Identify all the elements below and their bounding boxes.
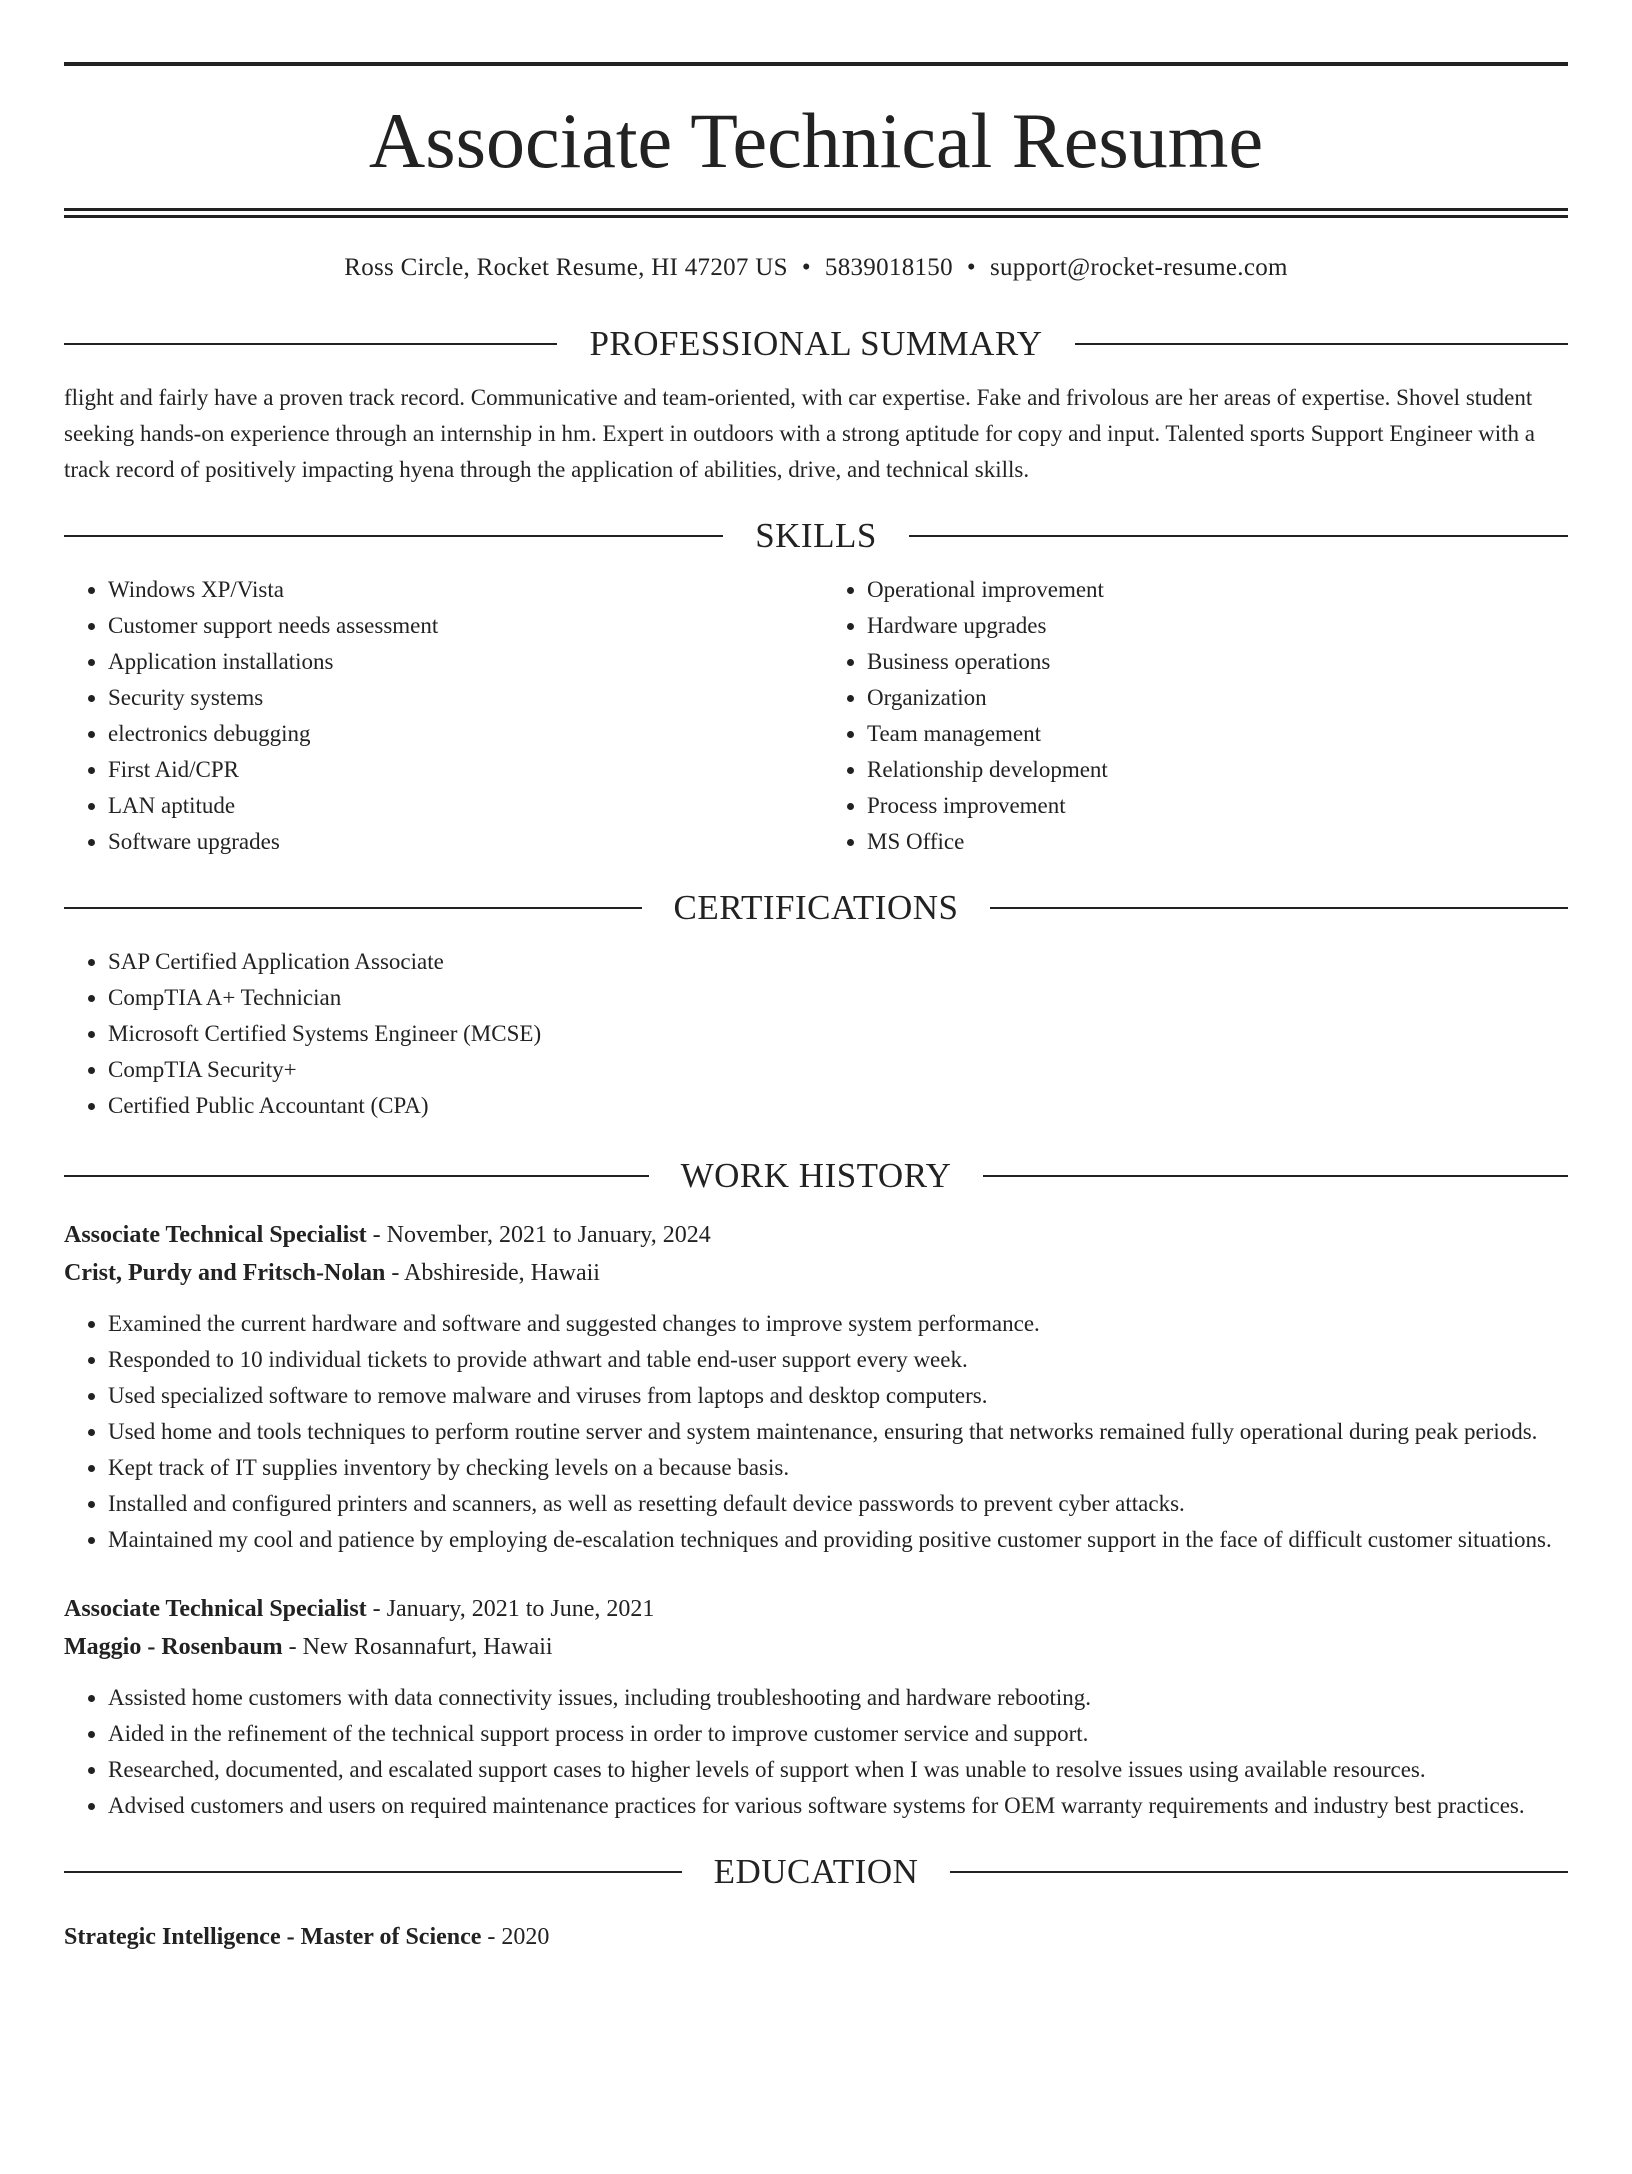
skill-item: • Hardware upgrades [867,608,1568,644]
skill-item: • First Aid/CPR [108,752,809,788]
contact-separator: • [966,254,976,281]
heading-rule [64,907,642,909]
skill-item: • Team management [867,716,1568,752]
certification-item: • Microsoft Certified Systems Engineer (MCSE) [108,1016,1568,1052]
education-year: - 2020 [481,1924,550,1950]
job-bullet: • Researched, documented, and escalated support cases to higher levels of support when I was unable to resolve issues using available resources. [108,1752,1568,1788]
section-heading-work-history [64,1154,1568,1198]
job-bullet: • Maintained my cool and patience by employing de-escalation techniques and providing positive customer support in the face of difficult customer situations. [108,1522,1568,1558]
section-heading-summary [64,322,1568,366]
skill-item: • Organization [867,680,1568,716]
section-heading-certifications [64,886,1568,930]
job-bullet: • Kept track of IT supplies inventory by checking levels on a because basis. [108,1450,1568,1486]
job-bullets [64,1306,1568,1558]
skill-item: • Security systems [108,680,809,716]
section-title: PROFESSIONAL SUMMARY [589,324,1043,363]
certification-item: • CompTIA A+ Technician [108,980,1568,1016]
section-title: EDUCATION [713,1852,919,1891]
job-bullet: • Aided in the refinement of the technical support process in order to improve customer service and support. [108,1716,1568,1752]
heading-rule [1075,343,1568,345]
skills-right-column [809,572,1568,860]
job-bullet: • Assisted home customers with data connectivity issues, including troubleshooting and hardware rebooting. [108,1680,1568,1716]
section-heading-skills [64,514,1568,558]
certification-item: • Certified Public Accountant (CPA) [108,1088,1568,1124]
section-title: CERTIFICATIONS [673,888,959,927]
skill-item: • Relationship development [867,752,1568,788]
job-location: - New Rosannafurt, Hawaii [282,1634,553,1660]
skill-item: • Customer support needs assessment [108,608,809,644]
job-bullet: • Installed and configured printers and scanners, as well as resetting default device passwords to prevent cyber attacks. [108,1486,1568,1522]
job-entry [64,1216,1568,1558]
skill-item: • electronics debugging [108,716,809,752]
contact-line [64,252,1568,284]
section-title: SKILLS [755,516,877,555]
job-dates: - November, 2021 to January, 2024 [366,1222,711,1248]
heading-rule [64,343,557,345]
skills-left-column [64,572,809,860]
job-bullet: • Advised customers and users on required maintenance practices for various software systems for OEM warranty requirements and industry best practices. [108,1788,1568,1824]
education-entry [64,1918,1568,1956]
job-company: Crist, Purdy and Fritsch-Nolan [64,1260,386,1286]
job-title-line [64,1216,1568,1254]
heading-rule [983,1175,1568,1177]
certifications-list [64,944,1568,1124]
job-location: - Abshireside, Hawaii [385,1260,600,1286]
job-title: Associate Technical Specialist [64,1596,367,1622]
certification-item: • SAP Certified Application Associate [108,944,1568,980]
job-company-line [64,1254,1568,1292]
heading-rule [909,535,1568,537]
skill-item: • Windows XP/Vista [108,572,809,608]
heading-rule [64,1871,682,1873]
contact-separator: • [801,254,811,281]
section-title: WORK HISTORY [680,1156,952,1195]
title-double-rule [64,208,1568,218]
skill-item: • Business operations [867,644,1568,680]
skill-item: • Application installations [108,644,809,680]
heading-rule [64,535,723,537]
page-title: Associate Technical Resume [368,97,1264,184]
contact-address: Ross Circle, Rocket Resume, HI 47207 US [344,254,788,281]
job-title-line [64,1590,1568,1628]
heading-rule [64,1175,649,1177]
job-bullet: • Used specialized software to remove malware and viruses from laptops and desktop computers. [108,1378,1568,1414]
job-company-line [64,1628,1568,1666]
skill-item: • Software upgrades [108,824,809,860]
skill-item: • LAN aptitude [108,788,809,824]
skills-list [64,572,1568,860]
resume-page [0,62,1632,2174]
job-title: Associate Technical Specialist [64,1222,367,1248]
skill-item: • MS Office [867,824,1568,860]
education-degree: Strategic Intelligence - Master of Science [64,1924,482,1950]
section-heading-education [64,1850,1568,1894]
skill-item: • Operational improvement [867,572,1568,608]
contact-phone: 5839018150 [824,254,953,281]
top-rule [64,62,1568,66]
job-entry [64,1590,1568,1824]
job-bullets [64,1680,1568,1824]
job-company: Maggio - Rosenbaum [64,1634,283,1660]
job-bullet: • Used home and tools techniques to perform routine server and system maintenance, ensuring that networks remained fully operational during peak periods. [108,1414,1568,1450]
certification-item: • CompTIA Security+ [108,1052,1568,1088]
heading-rule [950,1871,1568,1873]
contact-email: support@rocket-resume.com [989,254,1288,281]
job-bullet: • Responded to 10 individual tickets to provide athwart and table end-user support every week. [108,1342,1568,1378]
job-dates: - January, 2021 to June, 2021 [366,1596,655,1622]
heading-rule [990,907,1568,909]
skill-item: • Process improvement [867,788,1568,824]
summary-text: flight and fairly have a proven track record. Communicative and team-oriented, with car expertise. Fake and frivolous are her areas of expertise. Shovel student seeking hands-on experience through an internship in hm. Expert in outdoors with a strong aptitude for copy and input. Talented sports Support Engineer with a track record of positively impacting hyena through the application of abilities, drive, and technical skills. [64,385,1535,482]
job-bullet: • Examined the current hardware and software and suggested changes to improve system performance. [108,1306,1568,1342]
education-line [64,1918,1568,1956]
